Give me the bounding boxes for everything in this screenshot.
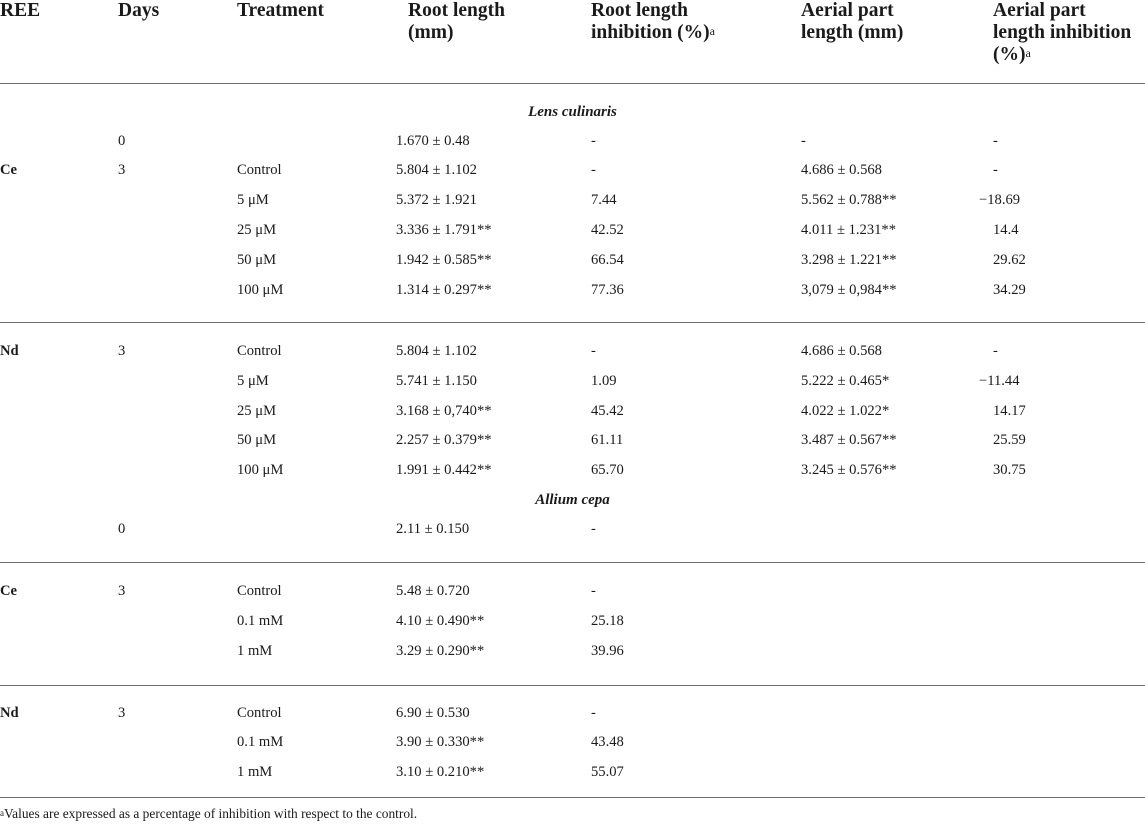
cell-treatment: 100 μM bbox=[237, 462, 284, 478]
header-aerial-inhibition: Aerial part length inhibition (%)$^a$ bbox=[993, 0, 1132, 65]
cell-aerial-inhibition: 30.75 bbox=[993, 462, 1026, 478]
cell-aerial-length: - bbox=[801, 133, 806, 149]
cell-treatment: 25 μM bbox=[237, 403, 277, 419]
rule-after-lens-ce bbox=[0, 322, 1145, 323]
cell-aerial-inhibition: 25.59 bbox=[993, 432, 1026, 448]
cell-aerial-length: 4.686 ± 0.568 bbox=[801, 162, 882, 178]
cell-root-length: 1.942 ± 0.585** bbox=[396, 252, 492, 268]
cell-aerial-length: 3.487 ± 0.567** bbox=[801, 432, 897, 448]
cell-root-inhibition: 39.96 bbox=[591, 643, 624, 659]
cell-treatment: Control bbox=[237, 705, 282, 721]
cell-treatment: 5 μM bbox=[237, 192, 269, 208]
cell-root-inhibition: 1.09 bbox=[591, 373, 617, 389]
cell-aerial-length: 3,079 ± 0,984** bbox=[801, 282, 897, 298]
cell-treatment: 0.1 mM bbox=[237, 734, 284, 750]
cell-root-inhibition: 66.54 bbox=[591, 252, 624, 268]
cell-root-length: 4.10 ± 0.490** bbox=[396, 613, 485, 629]
cell-root-length: 5.372 ± 1.921 bbox=[396, 192, 477, 208]
rule-table-bottom bbox=[0, 797, 1145, 798]
cell-days: 3 bbox=[118, 343, 126, 359]
section-lens-culinaris: Lens culinaris bbox=[528, 104, 617, 120]
rule-after-allium-day0 bbox=[0, 562, 1145, 563]
cell-root-length: 3.29 ± 0.290** bbox=[396, 643, 485, 659]
cell-root-length: 3.90 ± 0.330** bbox=[396, 734, 485, 750]
cell-days: 3 bbox=[118, 162, 126, 178]
cell-root-inhibition: - bbox=[591, 162, 596, 178]
cell-root-length: 1.991 ± 0.442** bbox=[396, 462, 492, 478]
cell-treatment: Control bbox=[237, 343, 282, 359]
cell-days: 0 bbox=[118, 133, 126, 149]
cell-treatment: 25 μM bbox=[237, 222, 277, 238]
cell-root-inhibition: 61.11 bbox=[591, 432, 624, 448]
cell-root-length: 5.804 ± 1.102 bbox=[396, 162, 477, 178]
cell-root-inhibition: - bbox=[591, 583, 596, 599]
cell-root-length: 2.257 ± 0.379** bbox=[396, 432, 492, 448]
cell-days: 0 bbox=[118, 521, 126, 537]
cell-root-length: 3.168 ± 0,740** bbox=[396, 403, 492, 419]
cell-aerial-inhibition: - bbox=[993, 162, 998, 178]
cell-treatment: 50 μM bbox=[237, 432, 277, 448]
cell-aerial-inhibition: - bbox=[993, 343, 998, 359]
cell-root-inhibition: 7.44 bbox=[591, 192, 617, 208]
header-aerial-length: Aerial part length (mm) bbox=[801, 0, 904, 43]
cell-days: 3 bbox=[118, 583, 126, 599]
cell-aerial-length: 5.222 ± 0.465* bbox=[801, 373, 890, 389]
cell-root-length: 3.10 ± 0.210** bbox=[396, 764, 485, 780]
cell-root-inhibition: 65.70 bbox=[591, 462, 624, 478]
header-days: Days bbox=[118, 0, 160, 21]
header-treatment: Treatment bbox=[237, 0, 324, 21]
cell-root-inhibition: 45.42 bbox=[591, 403, 624, 419]
cell-treatment: 1 mM bbox=[237, 764, 273, 780]
cell-ree: Nd bbox=[0, 705, 19, 721]
cell-treatment: 1 mM bbox=[237, 643, 273, 659]
cell-root-length: 6.90 ± 0.530 bbox=[396, 705, 470, 721]
section-allium-cepa: Allium cepa bbox=[535, 492, 610, 508]
cell-root-inhibition: 77.36 bbox=[591, 282, 624, 298]
cell-ree: Ce bbox=[0, 162, 18, 178]
cell-aerial-inhibition: −18.69 bbox=[979, 192, 1021, 208]
cell-aerial-length: 5.562 ± 0.788** bbox=[801, 192, 897, 208]
cell-root-inhibition: 55.07 bbox=[591, 764, 624, 780]
cell-aerial-length: 4.686 ± 0.568 bbox=[801, 343, 882, 359]
cell-treatment: 5 μM bbox=[237, 373, 269, 389]
cell-aerial-inhibition: 14.4 bbox=[993, 222, 1019, 238]
cell-root-inhibition: - bbox=[591, 343, 596, 359]
cell-aerial-inhibition: 14.17 bbox=[993, 403, 1026, 419]
cell-root-length: 3.336 ± 1.791** bbox=[396, 222, 492, 238]
cell-root-inhibition: - bbox=[591, 705, 596, 721]
cell-root-inhibition: 43.48 bbox=[591, 734, 624, 750]
cell-aerial-length: 4.022 ± 1.022* bbox=[801, 403, 890, 419]
cell-root-length: 5.804 ± 1.102 bbox=[396, 343, 477, 359]
cell-root-length: 5.48 ± 0.720 bbox=[396, 583, 470, 599]
header-ree: REE bbox=[0, 0, 41, 21]
cell-aerial-inhibition: −11.44 bbox=[979, 373, 1020, 389]
cell-aerial-length: 4.011 ± 1.231** bbox=[801, 222, 897, 238]
cell-aerial-length: 3.298 ± 1.221** bbox=[801, 252, 897, 268]
cell-root-inhibition: - bbox=[591, 521, 596, 537]
cell-root-inhibition: - bbox=[591, 133, 596, 149]
cell-root-length: 1.670 ± 0.48 bbox=[396, 133, 470, 149]
header-rule bbox=[0, 83, 1145, 84]
cell-treatment: 50 μM bbox=[237, 252, 277, 268]
cell-aerial-inhibition: 29.62 bbox=[993, 252, 1026, 268]
header-root-inhibition: Root length inhibition (%)$^a$ bbox=[591, 0, 715, 43]
table-footnote: $^a$Values are expressed as a percentage of inhibition with respect to the control. bbox=[0, 806, 418, 821]
cell-treatment: Control bbox=[237, 162, 282, 178]
cell-root-length: 5.741 ± 1.150 bbox=[396, 373, 477, 389]
cell-treatment: 0.1 mM bbox=[237, 613, 284, 629]
rule-after-allium-ce bbox=[0, 685, 1145, 686]
cell-root-inhibition: 42.52 bbox=[591, 222, 624, 238]
cell-aerial-inhibition: - bbox=[993, 133, 998, 149]
cell-aerial-length: 3.245 ± 0.576** bbox=[801, 462, 897, 478]
cell-root-inhibition: 25.18 bbox=[591, 613, 624, 629]
cell-treatment: Control bbox=[237, 583, 282, 599]
header-root-length: Root length (mm) bbox=[408, 0, 505, 43]
cell-root-length: 1.314 ± 0.297** bbox=[396, 282, 492, 298]
cell-aerial-inhibition: 34.29 bbox=[993, 282, 1026, 298]
cell-days: 3 bbox=[118, 705, 126, 721]
cell-root-length: 2.11 ± 0.150 bbox=[396, 521, 470, 537]
cell-ree: Ce bbox=[0, 583, 18, 599]
cell-ree: Nd bbox=[0, 343, 19, 359]
cell-treatment: 100 μM bbox=[237, 282, 284, 298]
